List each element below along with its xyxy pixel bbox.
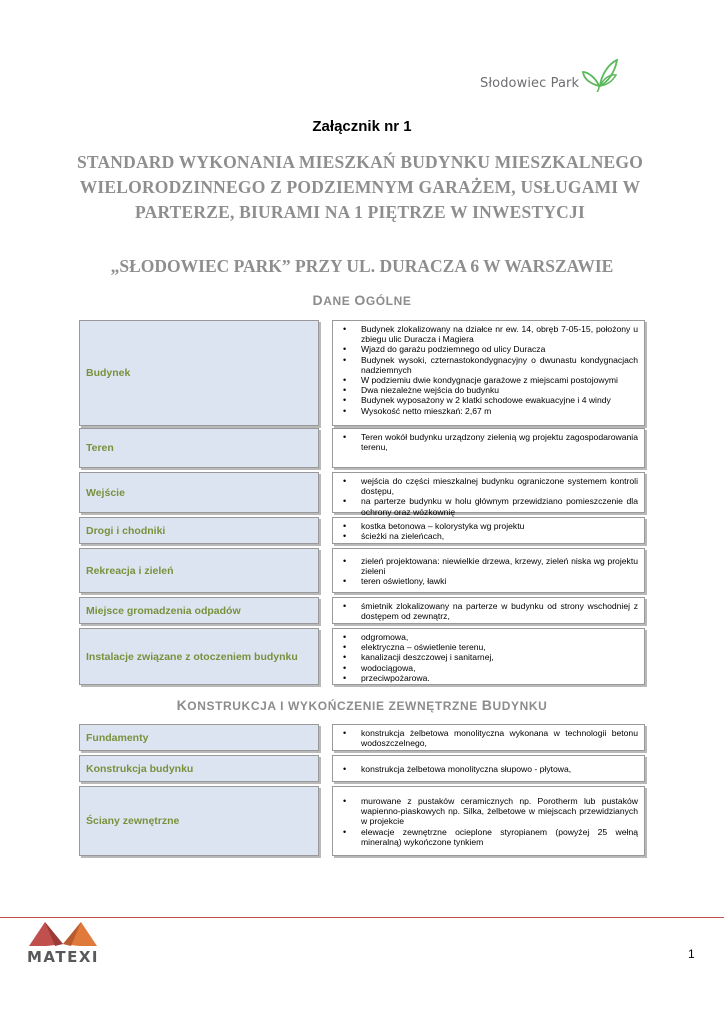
- slodowiec-park-logo: [478, 58, 618, 94]
- row-label: Ściany zewnętrzne: [79, 786, 319, 856]
- table-row-wejscie: [79, 472, 645, 517]
- list-item: • wodociągowa,: [339, 663, 638, 673]
- table-row-drogi-i-chodniki: [79, 517, 645, 544]
- list-item: • Wjazd do garażu podziemnego od ulicy Duracza: [339, 344, 638, 354]
- table-row-instalacje-zwiazane-z-otoczeniem-budynku: [79, 628, 645, 685]
- list-item: • Budynek wyposażony w 2 klatki schodowe ewakuacyjne i 4 windy: [339, 395, 638, 405]
- row-label: Budynek: [79, 320, 319, 426]
- row-value: [332, 548, 645, 593]
- list-item: • ścieżki na zieleńcach,: [339, 531, 638, 541]
- row-label: Rekreacja i zieleń: [79, 548, 319, 593]
- row-label: Miejsce gromadzenia odpadów: [79, 597, 319, 624]
- row-value: [332, 517, 645, 544]
- list-item: • konstrukcja żelbetowa monolityczna słupowo - płytowa,: [339, 764, 638, 774]
- list-item: • zieleń projektowana: niewielkie drzewa, krzewy, zieleń niska wg projektu zieleni: [339, 556, 638, 576]
- list-item: • wejścia do części mieszkalnej budynku ograniczone systemem kontroli dostępu,: [339, 476, 638, 496]
- section-heading-general: DANE OGÓLNE: [312, 292, 412, 308]
- list-item: • na parterze budynku w holu głównym przewidziano pomieszczenie dla ochrony oraz wózkownię: [339, 496, 638, 516]
- row-value: [332, 628, 645, 685]
- logo-text: Słodowiec Park: [480, 76, 580, 91]
- list-item: • Dwa niezależne wejścia do budynku: [339, 385, 638, 395]
- table-row-teren: [79, 428, 645, 468]
- list-item: • teren oświetlony, ławki: [339, 576, 638, 586]
- row-label: Konstrukcja budynku: [79, 755, 319, 782]
- list-item: • Wysokość netto mieszkań: 2,67 m: [339, 406, 638, 416]
- document-title: STANDARD WYKONANIA MIESZKAŃ BUDYNKU MIESZKALNEGO WIELORODZINNEGO Z PODZIEMNYM GARAŻEM, USŁUGAMI W PARTERZE, BIURAMI NA 1 PIĘTRZE W INWESTYCJI: [76, 152, 644, 222]
- list-item: • W podziemiu dwie kondygnacje garażowe z miejscami postojowymi: [339, 375, 638, 385]
- document-subtitle: „SŁODOWIEC PARK” PRZY UL. DURACZA 6 W WARSZAWIE: [110, 256, 614, 276]
- table-row-budynek: [79, 320, 645, 426]
- list-item: • murowane z pustaków ceramicznych np. Porotherm lub pustaków wapienno-piaskowych np. Silka, żelbetowe w miejscach przewidzianych w projekcie: [339, 796, 638, 827]
- list-item: • odgromowa,: [339, 632, 638, 642]
- list-item: • przeciwpożarowa.: [339, 673, 638, 683]
- table-row-rekreacja-i-zielen: [79, 548, 645, 593]
- row-value: [332, 597, 645, 624]
- row-label: Teren: [79, 428, 319, 468]
- list-item: • elewacje zewnętrzne ocieplone styropianem (powyżej 25 wełną mineralną) wykończone tynkiem: [339, 827, 638, 847]
- row-label: Wejście: [79, 472, 319, 513]
- row-value: [332, 472, 645, 517]
- row-label: Drogi i chodniki: [79, 517, 319, 544]
- section-heading-construction: KONSTRUKCJA I WYKOŃCZENIE ZEWNĘTRZNE BUDYNKU: [176, 697, 548, 713]
- list-item: • Budynek wysoki, czternastokondygnacyjny o dwunastu kondygnacjach nadziemnych: [339, 355, 638, 375]
- butterfly-leaf-icon: [582, 58, 618, 92]
- table-row-fundamenty: [79, 724, 645, 751]
- row-label: Instalacje związane z otoczeniem budynku: [79, 628, 319, 685]
- row-value: [332, 428, 645, 468]
- list-item: • konstrukcja żelbetowa monolityczna wykonana w technologii betonu wodoszczelnego,: [339, 728, 638, 748]
- row-value: [332, 755, 645, 782]
- list-item: • kostka betonowa – kolorystyka wg projektu: [339, 521, 638, 531]
- footer-divider: [0, 917, 724, 918]
- table-row-konstrukcja-budynku: [79, 755, 645, 782]
- list-item: • Budynek zlokalizowany na działce nr ew. 14, obręb 7-05-15, położony u zbiegu ulic Duracza i Magiera: [339, 324, 638, 344]
- annex-label: Załącznik nr 1: [312, 118, 412, 135]
- list-item: • Teren wokół budynku urządzony zielenią wg projektu zagospodarowania terenu,: [339, 432, 638, 452]
- company-name: MATEXI: [27, 948, 99, 966]
- list-item: • elektryczna – oświetlenie terenu,: [339, 642, 638, 652]
- table-row-sciany-zewnetrzne: [79, 786, 645, 856]
- row-value: [332, 724, 645, 751]
- list-item: • kanalizacji deszczowej i sanitarnej,: [339, 652, 638, 662]
- list-item: • śmietnik zlokalizowany na parterze w budynku od strony wschodniej z dostępem od zewnątrz,: [339, 601, 638, 621]
- table-row-miejsce-gromadzenia-odpadow: [79, 597, 645, 624]
- row-label: Fundamenty: [79, 724, 319, 751]
- row-value: [332, 786, 645, 856]
- page-number: 1: [688, 947, 695, 961]
- row-value: [332, 320, 645, 426]
